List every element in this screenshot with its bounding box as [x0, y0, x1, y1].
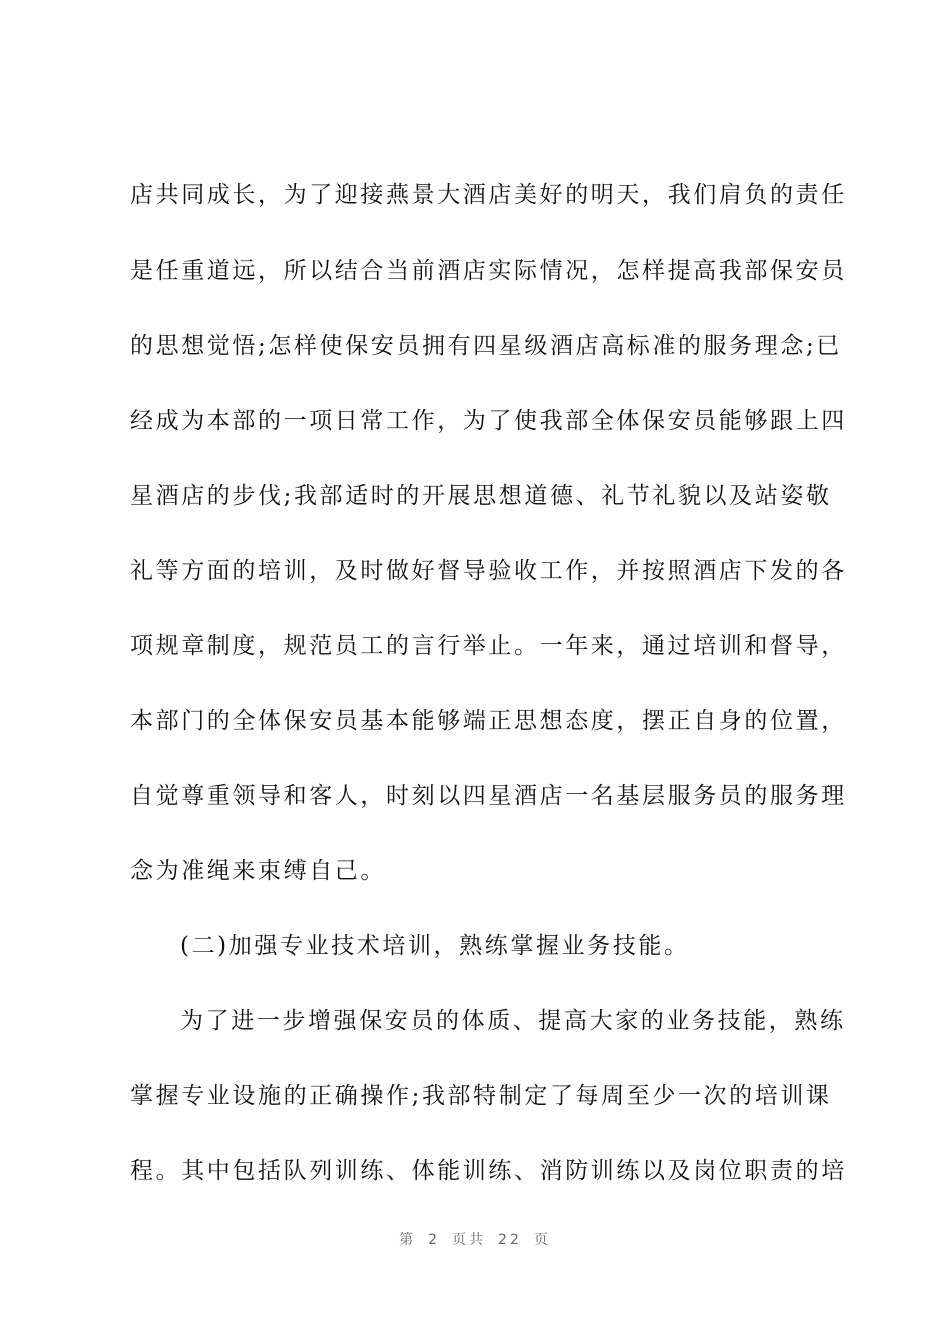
- page-footer: [0, 1229, 950, 1249]
- text-line-5: 星酒店的步伐;我部适时的开展思想道德、礼节礼貌以及站姿敬: [130, 483, 832, 509]
- footer-middle: 页共: [452, 1232, 487, 1248]
- text-line-7: 项规章制度，规范员工的言行举止。一年来，通过培训和督导，: [130, 633, 847, 659]
- text-line-14: 程。其中包括队列训练、体能训练、消防训练以及岗位职责的培: [130, 1158, 847, 1184]
- footer-current-page: 2: [428, 1232, 441, 1248]
- text-line-2: 是任重道远，所以结合当前酒店实际情况，怎样提高我部保安员: [130, 258, 847, 284]
- section-heading: (二)加强专业技术培训，熟练掌握业务技能。: [180, 933, 690, 959]
- text-line-13: 掌握专业设施的正确操作;我部特制定了每周至少一次的培训课: [130, 1083, 832, 1109]
- text-line-9: 自觉尊重领导和客人，时刻以四星酒店一名基层服务员的服务理: [130, 783, 847, 809]
- footer-suffix: 页: [533, 1232, 551, 1248]
- text-line-3: 的思想觉悟;怎样使保安员拥有四星级酒店高标准的服务理念;已: [130, 333, 842, 359]
- text-line-1: 店共同成长，为了迎接燕景大酒店美好的明天，我们肩负的责任: [130, 182, 847, 208]
- text-line-12: 为了进一步增强保安员的体质、提高大家的业务技能，熟练: [180, 1008, 846, 1034]
- footer-total-pages: 22: [498, 1232, 522, 1248]
- text-line-4: 经成为本部的一项日常工作，为了使我部全体保安员能够跟上四: [130, 408, 847, 434]
- footer-prefix: 第: [399, 1232, 417, 1248]
- text-line-6: 礼等方面的培训，及时做好督导验收工作，并按照酒店下发的各: [130, 558, 847, 584]
- text-line-8: 本部门的全体保安员基本能够端正思想态度，摆正自身的位置，: [130, 708, 847, 734]
- text-line-10: 念为准绳来束缚自己。: [130, 858, 386, 884]
